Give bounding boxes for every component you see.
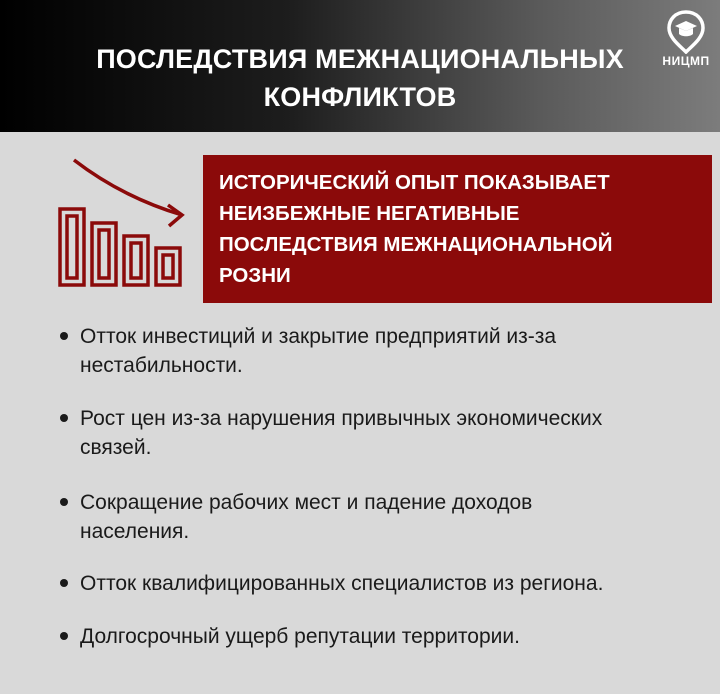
header-banner: [0, 0, 720, 132]
graduation-cap-pin-icon: [666, 10, 706, 54]
list-item: [60, 404, 700, 462]
callout-line-3: ПОСЛЕДСТВИЯ МЕЖНАЦИОНАЛЬНОЙ: [219, 233, 613, 256]
title-line-1: ПОСЛЕДСТВИЯ МЕЖНАЦИОНАЛЬНЫХ: [96, 44, 624, 74]
callout-box: [203, 155, 712, 303]
list-item: [60, 488, 700, 546]
bullet-text-line: Отток квалифицированных специалистов из региона.: [80, 572, 604, 595]
callout-line-1: ИСТОРИЧЕСКИЙ ОПЫТ ПОКАЗЫВАЕТ: [219, 171, 610, 194]
logo-text: НИЦМП: [662, 54, 710, 68]
page-title: [60, 40, 660, 116]
list-item: [60, 622, 700, 651]
declining-bars-arrow-icon: [52, 152, 192, 297]
bullet-text-line: Долгосрочный ущерб репутации территории.: [80, 625, 520, 648]
bullet-text-line: связей.: [80, 436, 152, 459]
bullet-dot: [60, 632, 68, 640]
bullet-dot: [60, 332, 68, 340]
bullet-text-line: Отток инвестиций и закрытие предприятий из-за: [80, 325, 557, 348]
bullet-text-line: Сокращение рабочих мест и падение доходов: [80, 491, 533, 514]
bullet-text-line: населения.: [80, 520, 190, 543]
bullet-dot: [60, 414, 68, 422]
bullet-text-line: Рост цен из-за нарушения привычных экономических: [80, 407, 603, 430]
title-line-2: КОНФЛИКТОВ: [263, 82, 457, 112]
callout-line-2: НЕИЗБЕЖНЫЕ НЕГАТИВНЫЕ: [219, 202, 520, 225]
bullet-dot: [60, 579, 68, 587]
list-item: [60, 322, 700, 380]
callout-line-4: РОЗНИ: [219, 264, 291, 287]
bullet-dot: [60, 498, 68, 506]
bullet-text-line: нестабильности.: [80, 354, 243, 377]
list-item: [60, 569, 700, 598]
logo: [656, 10, 716, 72]
